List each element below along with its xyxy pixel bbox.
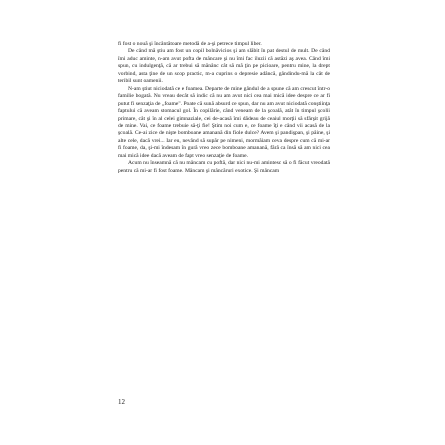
page-number: 12	[118, 398, 125, 406]
paragraph: De când mă ştiu am fost un copil bolnăvicios şi am slăbit în pat destul de mult. De când îmi aduc aminte, n-am avut pofta de mâncare şi nu îmi fac iluzii că astăzi aş avea. Când îmi spun, cu indulgenţă, că ar trebui să mănânc cât să mă ţin pe picioare, pentru mine, la drept vorbind, asta ţine de un scop practic, m-a cuprins o depresie adâncă, gândindu-mă la cât de teribil sunt oamenii.	[118, 48, 330, 85]
paragraph: Acum nu înseamnă că nu mâncam cu poftă, dar nici nu-mi amintesc să o fi făcut vreodată pentru că mi-ar fi fost foame. Mâncam şi mâncăruri exotice. Şi mâncam	[118, 160, 330, 174]
paragraph: N-am ştiut niciodată ce e foamea. Departe de mine gândul de a spune că am crescut într-o familie bogată. Nu vreau decât să indic că nu am avut nici cea mai mică idee despre ce ar fi putut fi senzaţia de „foame". Poate că sună absurd ce spun, dar nu am avut niciodată conştiinţa faptului că aveam stomacul gol. În copilărie, când veneam de la şcoală, atât în timpul şcolii primare, cât şi în al celei gimnaziale, cei de-acasă îmi dădeau de ceaiul morţii să sfârşit grijă de mine. Vai, ce foame trebuie să-ţi fie! Ştim noi cum e, ce foame îţi e când vii acasă de la şcoală. Ce-ai zice de nişte bomboane amanană din fiole dulce? Avem şi pandişpan, şi pâine, şi alte cele, dacă vrei... Iar eu, nevând să supăr pe nimeni, mormăiam ceva despre cum că mi-ar fi foame, da, şi-mi îndesam în gură vreo zece bomboane amanană, fără ca însă să am nici cea mai mică idee dacă aveam de fapt vreo senzaţie de foame.	[118, 85, 330, 159]
paragraph-continuation: fi fost o nouă şi încântătoare metodă de a-şi petrece timpul liber.	[118, 41, 262, 47]
body-text	[118, 41, 330, 175]
